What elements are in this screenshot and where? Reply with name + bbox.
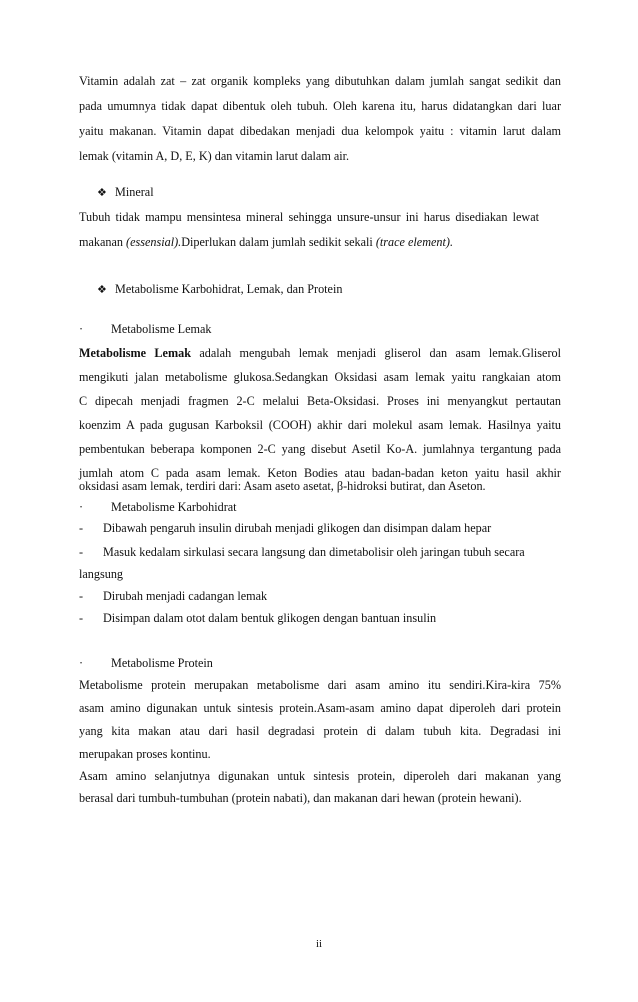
lemak-line-2: mengikuti jalan metabolisme glukosa.Sedangkan Oksidasi asam lemak yaitu rangkaian atom [79, 370, 561, 384]
vitamin-line-4: lemak (vitamin A, D, E, K) dan vitamin larut dalam air. [79, 149, 350, 163]
page-number: ii [315, 938, 323, 950]
karbohidrat-item-text: Disimpan dalam otot dalam bentuk glikogen dengan bantuan insulin [103, 611, 437, 625]
mineral-line-2-b: Diperlukan dalam jumlah sedikit sekali [181, 235, 376, 249]
protein-line-4: merupakan proses kontinu. [79, 747, 211, 761]
lemak-subheading-text: Metabolisme Lemak [111, 322, 212, 336]
karbohidrat-item-1 [79, 520, 561, 536]
protein-line-1: Metabolisme protein merupakan metabolisme dari asam amino itu sendiri.Kira-kira 75% [79, 678, 561, 692]
protein-line-2: asam amino digunakan untuk sintesis protein.Asam-asam amino dapat diperoleh dari protein [79, 701, 561, 715]
lemak-subheading [79, 321, 561, 337]
lemak-line-6: jumlah atom C pada asam lemak. Keton Bodies atau badan-badan keton yaitu hasil akhir [79, 466, 561, 480]
vitamin-line-1: Vitamin adalah zat – zat organik kompleks yang dibutuhkan dalam jumlah sangat sedikit dan [79, 74, 561, 88]
mineral-essensial: (essensial). [126, 235, 182, 249]
metabolisme-heading [97, 281, 579, 298]
mineral-line-2 [79, 234, 561, 250]
dot-bullet-icon: · [79, 500, 84, 514]
karbohidrat-item-text: Dirubah menjadi cadangan lemak [103, 589, 268, 603]
dash-bullet: - [79, 589, 84, 603]
protein-line-3: yang kita makan atau dari hasil degradasi protein di dalam tubuh kita. Degradasi ini [79, 724, 561, 738]
lemak-line-5: pembentukan beberapa komponen 2-C yang disebut Asetil Ko-A. jumlahnya tergantung pada [79, 442, 561, 456]
metabolisme-heading-text: Metabolisme Karbohidrat, Lemak, dan Protein [115, 282, 343, 296]
protein-line-6: berasal dari tumbuh-tumbuhan (protein nabati), dan makanan dari hewan (protein hewani). [79, 791, 522, 805]
protein-subheading [79, 655, 561, 671]
mineral-heading-text: Mineral [115, 185, 154, 199]
karbohidrat-item-text: Masuk kedalam sirkulasi secara langsung dan dimetabolisir oleh jaringan tubuh secara [103, 545, 525, 559]
karbohidrat-item-4 [79, 610, 561, 626]
lemak-line-1-rest: adalah mengubah lemak menjadi gliserol dan asam lemak.Gliserol [190, 346, 561, 360]
lemak-line-4: koenzim A pada gugusan Karboksil (COOH) akhir dari molekul asam lemak. Hasilnya yaitu [79, 418, 561, 432]
mineral-line-2-a: makanan [79, 235, 127, 249]
dash-bullet: - [79, 611, 84, 625]
karbohidrat-subheading-text: Metabolisme Karbohidrat [111, 500, 237, 514]
diamond-bullet-icon: ❖ [97, 186, 107, 199]
karbohidrat-item-text: Dibawah pengaruh insulin dirubah menjadi glikogen dan disimpan dalam hepar [103, 521, 492, 535]
lemak-line-1 [79, 345, 561, 361]
protein-line-5: Asam amino selanjutnya digunakan untuk sintesis protein, diperoleh dari makanan yang [79, 769, 561, 783]
karbohidrat-subheading [79, 499, 561, 515]
karbohidrat-item-3 [79, 588, 561, 604]
vitamin-line-2: pada umumnya tidak dapat dibentuk oleh tubuh. Oleh karena itu, harus didatangkan dari luar [79, 99, 561, 113]
karbohidrat-item-2 [79, 544, 561, 560]
karbohidrat-item-text: langsung [79, 567, 124, 581]
dot-bullet-icon: · [79, 322, 84, 336]
lemak-line-7: oksidasi asam lemak, terdiri dari: Asam aseto asetat, β-hidroksi butirat, dan Aseton. [79, 479, 486, 493]
mineral-trace-element: (trace element). [375, 235, 453, 249]
vitamin-line-3: yaitu makanan. Vitamin dapat dibedakan menjadi dua kelompok yaitu : vitamin larut dalam [79, 124, 561, 138]
dot-bullet-icon: · [79, 656, 84, 670]
dash-bullet: - [79, 521, 84, 535]
mineral-heading [97, 184, 579, 201]
lemak-bold-term: Metabolisme Lemak [79, 346, 191, 360]
dash-bullet: - [79, 545, 84, 559]
karbohidrat-item-2-cont [79, 566, 561, 582]
lemak-line-3: C dipecah menjadi fragmen 2-C melalui Beta-Oksidasi. Proses ini menyangkut pertautan [79, 394, 561, 408]
protein-subheading-text: Metabolisme Protein [111, 656, 213, 670]
diamond-bullet-icon: ❖ [97, 283, 107, 296]
mineral-line-1: Tubuh tidak mampu mensintesa mineral sehingga unsure-unsur ini harus disediakan lewat [79, 210, 539, 224]
